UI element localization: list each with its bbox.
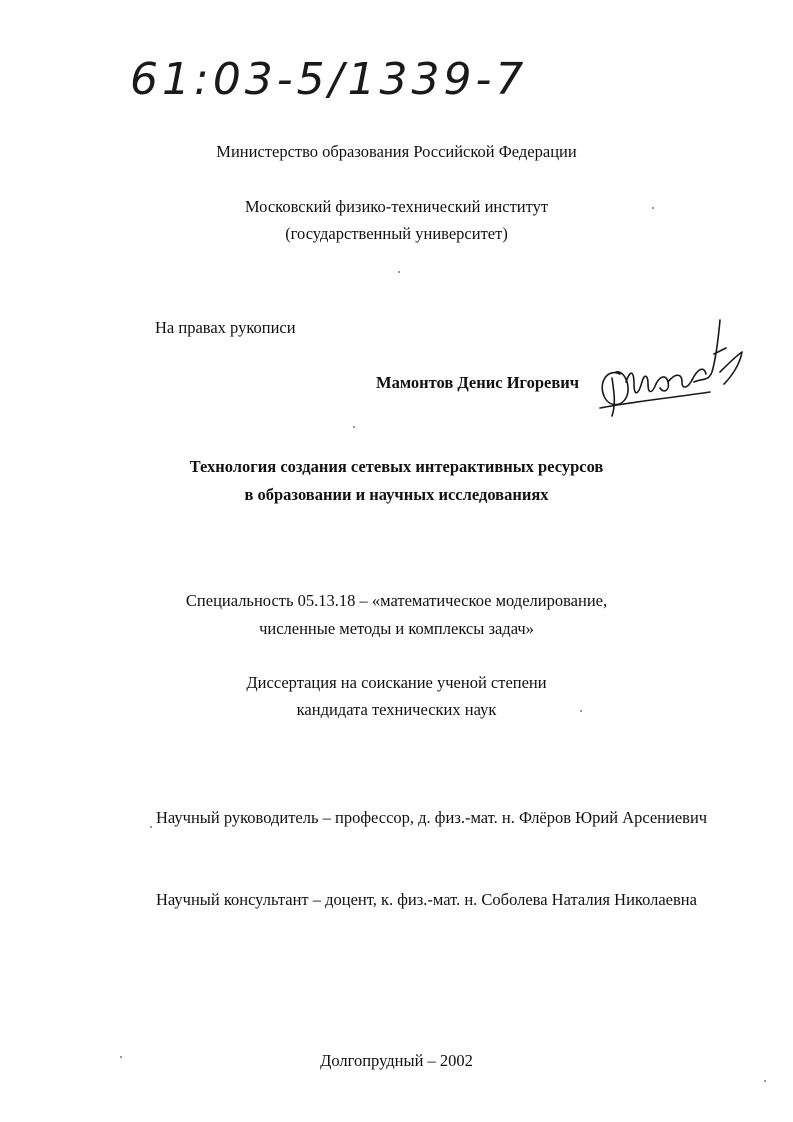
- author-name: Мамонтов Денис Игоревич: [376, 373, 580, 392]
- thesis-title-line-1: Технология создания сетевых интерактивных ресурсов: [189, 457, 604, 476]
- handwritten-archive-code: [130, 42, 550, 112]
- archive-code-text: 61:03-5/1339-7: [130, 54, 528, 105]
- scientific-consultant: Научный консультант – доцент, к. физ.-мат. н. Соболева Наталия Николаевна: [156, 890, 697, 909]
- thesis-title-line-2: в образовании и научных исследованиях: [244, 485, 549, 504]
- dissertation-line-1: Диссертация на соискание ученой степени: [246, 673, 547, 692]
- scan-speck: [150, 826, 152, 828]
- scientific-supervisor: Научный руководитель – профессор, д. физ.-мат. н. Флёров Юрий Арсениевич: [156, 808, 708, 827]
- author-signature: [590, 312, 750, 422]
- scan-speck: [764, 1080, 766, 1082]
- specialty-line-1: Специальность 05.13.18 – «математическое моделирование,: [185, 591, 608, 610]
- scan-speck: [398, 271, 400, 273]
- scan-speck: [580, 710, 582, 712]
- ministry-name: Министерство образования Российской Федерации: [216, 142, 577, 161]
- manuscript-rights-label: На правах рукописи: [155, 318, 296, 337]
- place-and-year: Долгопрудный – 2002: [320, 1051, 473, 1070]
- scan-speck: [652, 207, 654, 209]
- scan-speck: [353, 426, 355, 428]
- institute-name: Московский физико-технический институт: [244, 197, 549, 216]
- dissertation-line-2: кандидата технических наук: [296, 700, 497, 719]
- scan-speck: [120, 1056, 122, 1058]
- institute-status: (государственный университет): [285, 224, 508, 243]
- specialty-line-2: численные методы и комплексы задач»: [259, 619, 534, 638]
